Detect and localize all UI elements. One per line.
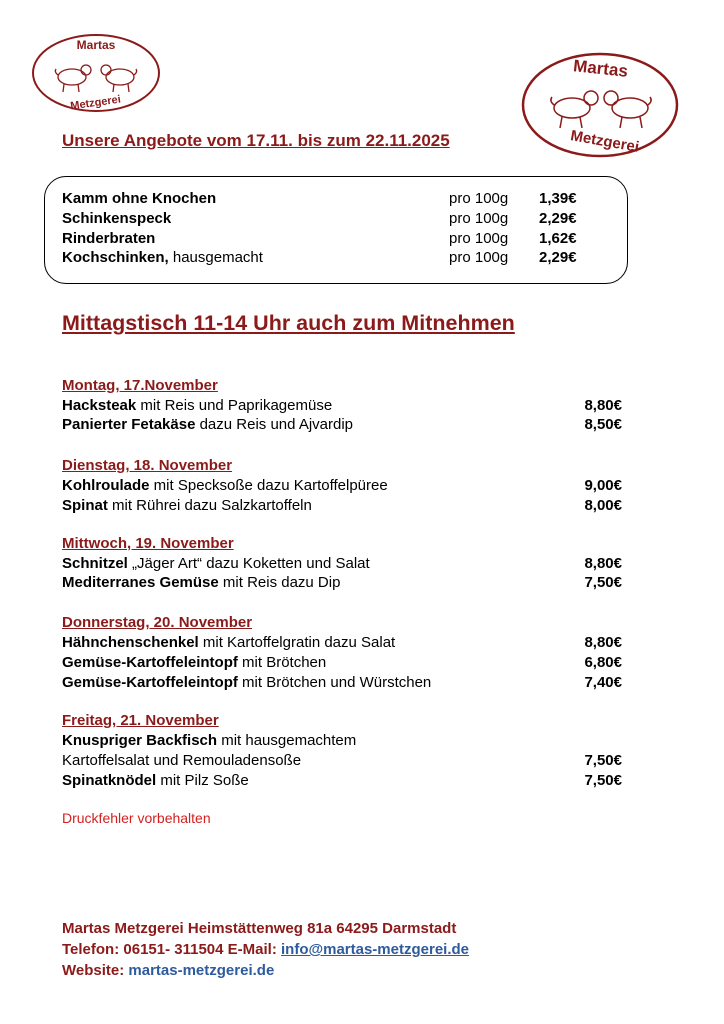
- dish-price: 7,50€: [584, 752, 622, 769]
- dish-price: 7,50€: [584, 772, 622, 789]
- offer-price: 1,39€: [539, 190, 577, 207]
- dish-row: Panierter Fetakäse dazu Reis und Ajvardip 8,50€: [62, 416, 622, 433]
- disclaimer: Druckfehler vorbehalten: [62, 810, 211, 826]
- dish-price: 7,40€: [584, 674, 622, 691]
- logo-large-line1: Martas: [572, 56, 629, 81]
- dish-price: 8,80€: [584, 634, 622, 651]
- pig-icon: [551, 91, 598, 128]
- dish-row: Gemüse-Kartoffeleintopf mit Brötchen 6,80€: [62, 654, 622, 671]
- dish-price: 6,80€: [584, 654, 622, 671]
- day-title-monday: Montag, 17.November: [62, 377, 218, 394]
- email-link[interactable]: info@martas-metzgerei.de: [281, 941, 470, 958]
- day-title-thursday: Donnerstag, 20. November: [62, 614, 253, 631]
- offer-unit: pro 100g: [449, 210, 509, 227]
- offers-title: Unsere Angebote vom 17.11. bis zum 22.11.2025: [62, 131, 450, 150]
- offer-price: 1,62€: [539, 230, 577, 247]
- website-link[interactable]: martas-metzgerei.de: [128, 962, 275, 979]
- dish-row: Gemüse-Kartoffeleintopf mit Brötchen und Würstchen 7,40€: [62, 674, 622, 691]
- dish-row: Spinat mit Rührei dazu Salzkartoffeln 8,00€: [62, 497, 622, 514]
- dish-price: 8,00€: [584, 497, 622, 514]
- dish-row: Hähnchenschenkel mit Kartoffelgratin dazu Salat 8,80€: [62, 634, 622, 651]
- day-title-tuesday: Dienstag, 18. November: [62, 457, 233, 474]
- pig-icon: [55, 65, 91, 92]
- day-title-friday: Freitag, 21. November: [62, 712, 219, 729]
- dish-row: Kohlroulade mit Specksoße dazu Kartoffelpüree 9,00€: [62, 477, 622, 494]
- day-title-wednesday: Mittwoch, 19. November: [62, 535, 234, 552]
- logo-large-line2: Metzgerei: [569, 127, 641, 156]
- dish-row: Hacksteak mit Reis und Paprikagemüse 8,80€: [62, 397, 622, 414]
- dish-row: Kartoffelsalat und Remouladensoße 7,50€: [62, 752, 622, 769]
- logo-small-line2: Metzgerei: [69, 93, 122, 113]
- dish-row: Mediterranes Gemüse mit Reis dazu Dip 7,50€: [62, 574, 622, 591]
- offer-name: Kamm ohne Knochen: [62, 190, 217, 207]
- footer-contact: Telefon: 06151- 311504 E-Mail: info@martas-metzgerei.de: [62, 941, 470, 958]
- footer-address: Martas Metzgerei Heimstättenweg 81a 64295 Darmstadt: [62, 920, 457, 937]
- logo-small-graphic: [30, 32, 162, 114]
- dish-price: 9,00€: [584, 477, 622, 494]
- logo-large: [520, 50, 680, 160]
- offer-price: 2,29€: [539, 210, 577, 227]
- dish-price: 8,80€: [584, 555, 622, 572]
- dish-row: Knuspriger Backfisch mit hausgemachtem: [62, 732, 357, 749]
- dish-price: 8,50€: [584, 416, 622, 433]
- offer-unit: pro 100g: [449, 230, 509, 247]
- logo-large-graphic: [520, 50, 680, 160]
- pig-icon: [101, 65, 137, 92]
- dish-row: Schnitzel „Jäger Art“ dazu Koketten und Salat 8,80€: [62, 555, 622, 572]
- logo-small-line1: Martas: [76, 38, 116, 52]
- offer-name: Schinkenspeck: [62, 210, 172, 227]
- footer-website: Website: martas-metzgerei.de: [62, 962, 275, 979]
- offer-name: Kochschinken, hausgemacht: [62, 249, 263, 266]
- dish-price: 8,80€: [584, 397, 622, 414]
- pig-icon: [604, 91, 651, 128]
- offer-unit: pro 100g: [449, 190, 509, 207]
- dish-row: Spinatknödel mit Pilz Soße 7,50€: [62, 772, 622, 789]
- logo-small: [30, 32, 162, 114]
- offer-price: 2,29€: [539, 249, 577, 266]
- offer-name: Rinderbraten: [62, 230, 156, 247]
- dish-price: 7,50€: [584, 574, 622, 591]
- offer-unit: pro 100g: [449, 249, 509, 266]
- lunch-title: Mittagstisch 11-14 Uhr auch zum Mitnehmen: [62, 311, 515, 335]
